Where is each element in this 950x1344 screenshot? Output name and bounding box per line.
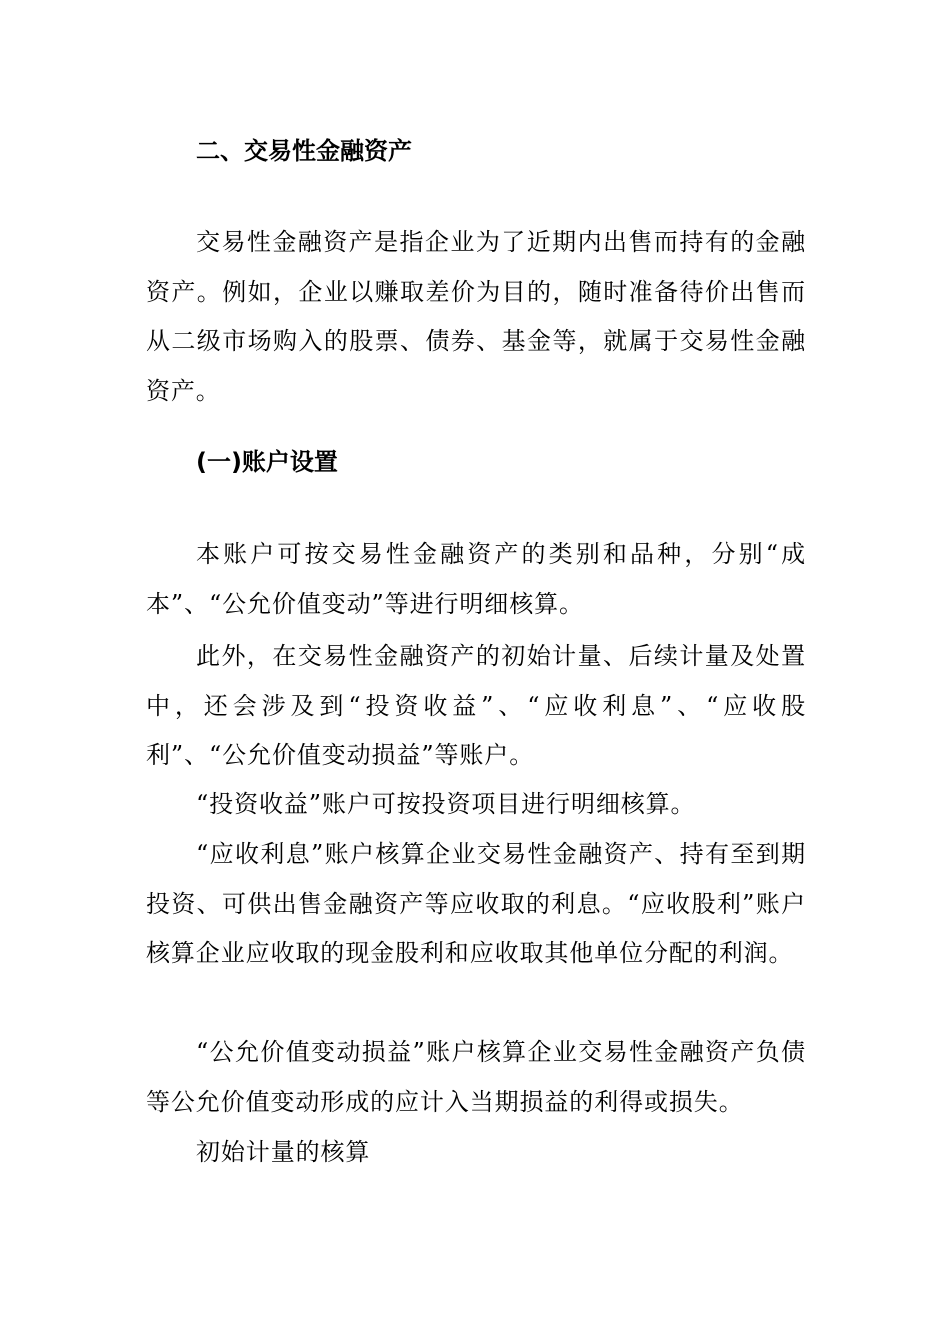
- paragraph-interest-dividend: “应收利息”账户核算企业交易性金融资产、持有至到期投资、可供出售金融资产等应收取的利息。“应收股利”账户核算企业应收取的现金股利和应收取其他单位分配的利润。: [146, 840, 806, 967]
- paragraph-fair-value-change: “公允价值变动损益”账户核算企业交易性金融资产负债等公允价值变动形成的应计入当期损益的利得或损失。: [146, 1038, 806, 1116]
- section-heading: 二、交易性金融资产: [196, 137, 412, 165]
- paragraph-investment-income: “投资收益”账户可按投资项目进行明细核算。: [196, 790, 696, 818]
- paragraph-related-accounts: 此外，在交易性金融资产的初始计量、后续计量及处置中，还会涉及到“投资收益”、“应收利息”、“应收股利”、“公允价值变动损益”等账户。: [146, 642, 806, 769]
- paragraph-account-detail: 本账户可按交易性金融资产的类别和品种，分别“成本”、“公允价值变动”等进行明细核算。: [146, 540, 806, 618]
- intro-paragraph: 交易性金融资产是指企业为了近期内出售而持有的金融资产。例如，企业以赚取差价为目的，随时准备待价出售而从二级市场购入的股票、债券、基金等，就属于交易性金融资产。: [146, 228, 806, 405]
- paragraph-initial-measurement: 初始计量的核算: [196, 1138, 371, 1166]
- subsection-heading: (一)账户设置: [196, 448, 338, 476]
